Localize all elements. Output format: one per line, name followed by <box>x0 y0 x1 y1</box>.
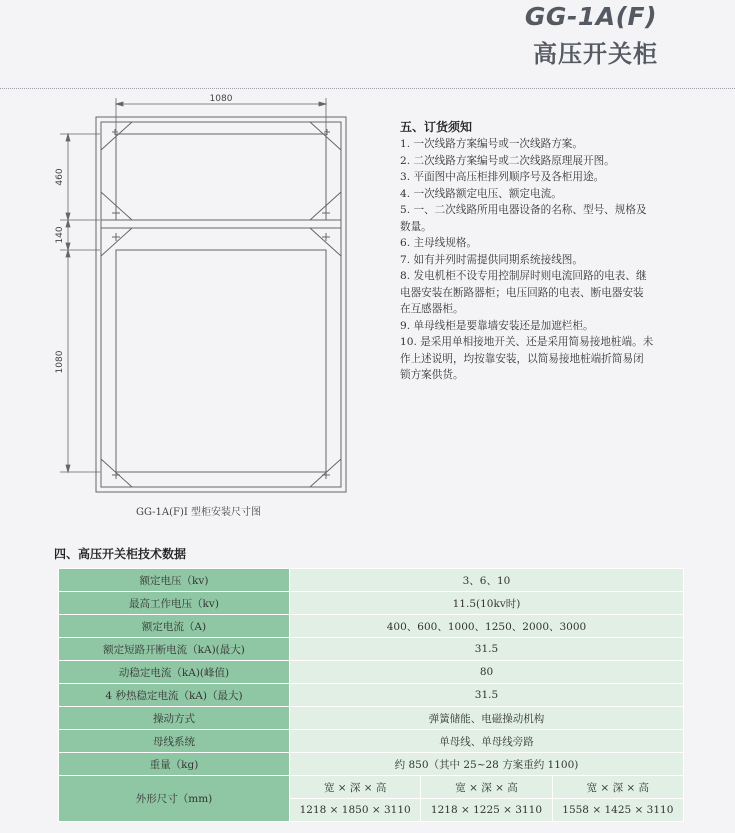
bottom-panel <box>116 250 326 472</box>
note-line: 5. 一、二次线路所用电器设备的名称、型号、规格及 <box>400 204 647 216</box>
note-line: 3. 平面图中高压柜排列顺序号及各柜用途。 <box>400 171 605 183</box>
dimensions-header: 宽 × 深 × 高 <box>290 776 421 799</box>
order-notes-list <box>400 136 700 384</box>
table-row <box>59 615 684 638</box>
row-value: 31.5 <box>290 638 684 661</box>
note-line: 9. 单母线柜是要靠墙安装还是加遮栏柜。 <box>400 319 594 332</box>
row-label: 最高工作电压（kv) <box>59 592 290 615</box>
dimensions-value: 1558 × 1425 × 3110 <box>552 799 683 822</box>
table-row <box>59 776 684 799</box>
dimensions-value: 1218 × 1225 × 3110 <box>421 799 552 822</box>
dimensions-header: 宽 × 深 × 高 <box>552 776 683 799</box>
row-value: 3、6、10 <box>290 569 684 592</box>
table-row <box>59 638 684 661</box>
note-line: 10. 是采用单相接地开关、还是采用简易接地桩端。未 <box>400 336 654 348</box>
row-label: 额定短路开断电流（kA)(最大) <box>59 638 290 661</box>
note-line: 电器安装在断路器柜；电压回路的电表、断电器安装 <box>400 286 644 299</box>
note-line: 4. 一次线路额定电压、额定电流。 <box>400 187 562 200</box>
cabinet-inner-frame <box>101 122 341 487</box>
note-line: 1. 一次线路方案编号或一次线路方案。 <box>400 138 583 150</box>
note-line: 7. 如有并列时需提供同期系统接线图。 <box>400 253 583 266</box>
row-value: 11.5(10kv时) <box>290 592 684 615</box>
row-label: 额定电流（A) <box>59 615 290 638</box>
row-label: 额定电压（kv) <box>59 569 290 592</box>
row-label: 动稳定电流（kA)(峰值) <box>59 661 290 684</box>
mounting-holes <box>112 129 330 479</box>
dimension-width-label: 1080 <box>209 94 233 104</box>
note-line: 数量。 <box>400 220 432 233</box>
row-value: 400、600、1000、1250、2000、3000 <box>290 615 684 638</box>
tech-data-title: 四、高压开关柜技术数据 <box>54 547 187 561</box>
row-value: 单母线、单母线旁路 <box>290 730 684 753</box>
row-label: 4 秒热稳定电流（kA)（最大) <box>59 684 290 707</box>
row-label: 母线系统 <box>59 730 290 753</box>
dimension-mid-label: 140 <box>55 226 65 244</box>
note-line: 8. 发电机柜不设专用控制屏时则电流回路的电表、继 <box>400 270 647 282</box>
table-row <box>59 753 684 776</box>
note-line: 6. 主母线规格。 <box>400 237 478 249</box>
row-value: 31.5 <box>290 684 684 707</box>
dimensions-label: 外形尺寸（mm) <box>59 776 290 822</box>
row-value: 弹簧储能、电磁操动机构 <box>290 707 684 730</box>
table-row <box>59 661 684 684</box>
header-divider <box>0 88 735 90</box>
dimensions-header: 宽 × 深 × 高 <box>421 776 552 799</box>
order-notes-title: 五、订货须知 <box>400 120 473 134</box>
note-line: 作上述说明，均按靠安装，以简易接地桩端折简易闭 <box>400 352 644 365</box>
note-line: 锁方案供货。 <box>400 369 464 381</box>
middle-strip <box>101 220 341 228</box>
drawing-caption: GG-1A(F)I 型柜安装尺寸图 <box>136 507 261 518</box>
note-line: 在互感器柜。 <box>400 303 464 315</box>
table-row <box>59 730 684 753</box>
cabinet-outer-frame <box>96 117 346 492</box>
dimension-bottom-label: 1080 <box>55 350 65 374</box>
table-row <box>59 569 684 592</box>
row-value: 约 850（其中 25~28 方案重约 1100) <box>290 753 684 776</box>
table-row <box>59 707 684 730</box>
note-line: 2. 二次线路方案编号或二次线路原理展开图。 <box>400 154 615 167</box>
top-panel <box>116 134 326 220</box>
tech-data-table <box>58 568 684 822</box>
model-title: GG-1A(F) <box>524 2 657 31</box>
installation-drawing <box>40 92 370 512</box>
row-value: 80 <box>290 661 684 684</box>
row-label: 操动方式 <box>59 707 290 730</box>
table-row <box>59 592 684 615</box>
row-label: 重量（kg) <box>59 753 290 776</box>
dimensions-value: 1218 × 1850 × 3110 <box>290 799 421 822</box>
product-title: 高压开关柜 <box>533 40 658 68</box>
dimension-top-label: 460 <box>55 168 65 186</box>
table-row <box>59 684 684 707</box>
